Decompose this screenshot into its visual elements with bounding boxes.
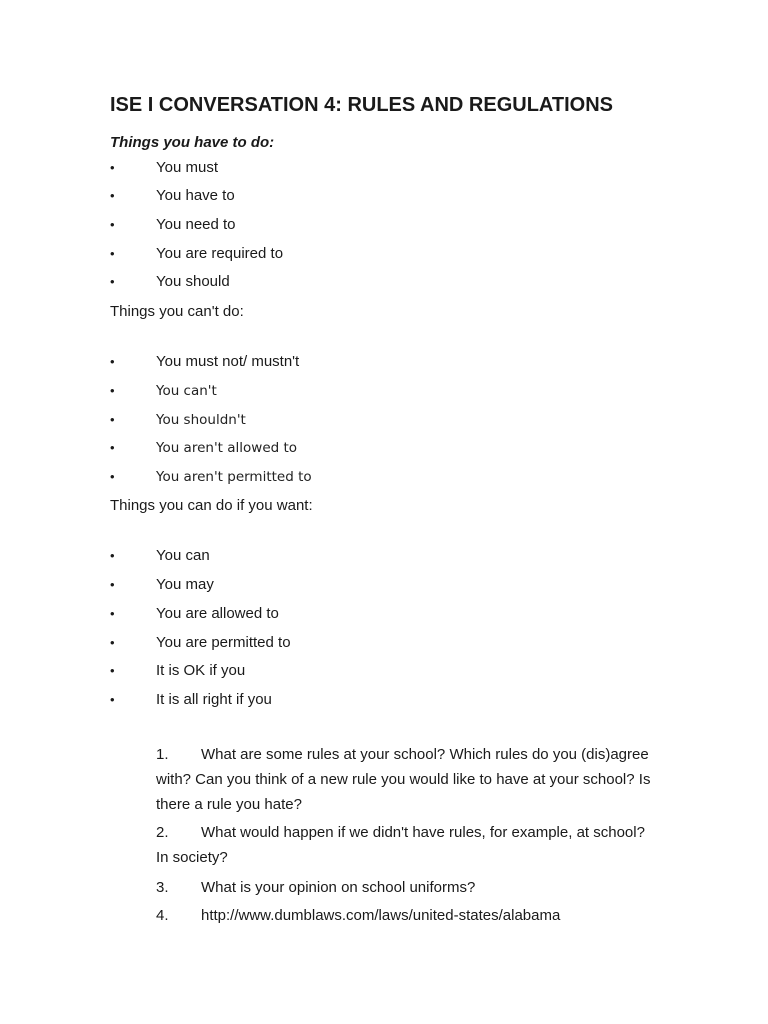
list-item-text: You are required to — [156, 245, 284, 262]
list-item-text: You shouldn't — [156, 412, 246, 428]
question-item — [156, 742, 656, 817]
section-heading-can: Things you can do if you want: — [110, 497, 313, 514]
bullet-icon: • — [110, 188, 115, 203]
list-item-text: It is all right if you — [156, 691, 272, 708]
list-item-text: You are allowed to — [156, 605, 279, 622]
question-item — [156, 875, 656, 900]
question-number: 3. — [156, 879, 169, 896]
list-item-text: You are permitted to — [156, 634, 291, 651]
list-item-text: You can — [156, 547, 210, 564]
section-heading-must: Things you have to do: — [110, 134, 275, 151]
bullet-icon: • — [110, 160, 115, 175]
question-item — [156, 903, 656, 928]
list-item-text: You may — [156, 576, 214, 593]
list-item-text: You need to — [156, 216, 236, 233]
bullet-icon: • — [110, 548, 115, 563]
bullet-icon: • — [110, 577, 115, 592]
bullet-icon: • — [110, 274, 115, 289]
question-text: What would happen if we didn't have rules, for example, at school? In society? — [156, 824, 645, 866]
list-item-text: You aren't permitted to — [156, 469, 312, 485]
question-item — [156, 820, 656, 870]
list-item-text: You should — [156, 273, 230, 290]
list-item-text: You must not/ mustn't — [156, 353, 300, 370]
bullet-icon: • — [110, 354, 115, 369]
bullet-icon: • — [110, 635, 115, 650]
question-text: What are some rules at your school? Which rules do you (dis)agree with? Can you think of a new rule you would like to have at your school? Is there a rule you hate? — [156, 746, 651, 813]
question-number: 4. — [156, 907, 169, 924]
bullet-icon: • — [110, 217, 115, 232]
question-text: What is your opinion on school uniforms? — [201, 879, 476, 896]
bullet-icon: • — [110, 412, 115, 427]
bullet-icon: • — [110, 692, 115, 707]
bullet-icon: • — [110, 663, 115, 678]
bullet-icon: • — [110, 606, 115, 621]
list-item-text: You must — [156, 159, 218, 176]
list-item-text: You aren't allowed to — [156, 440, 298, 456]
bullet-icon: • — [110, 440, 115, 455]
question-link[interactable]: http://www.dumblaws.com/laws/united-states/alabama — [201, 907, 561, 924]
section-heading-cannot: Things you can't do: — [110, 303, 244, 320]
question-number: 1. — [156, 746, 169, 763]
page-title: ISE I CONVERSATION 4: RULES AND REGULATIONS — [110, 94, 613, 116]
bullet-icon: • — [110, 383, 115, 398]
bullet-icon: • — [110, 246, 115, 261]
list-item-text: You have to — [156, 187, 235, 204]
list-item-text: You can't — [156, 383, 217, 399]
question-number: 2. — [156, 824, 169, 841]
list-item-text: It is OK if you — [156, 662, 246, 679]
bullet-icon: • — [110, 469, 115, 484]
